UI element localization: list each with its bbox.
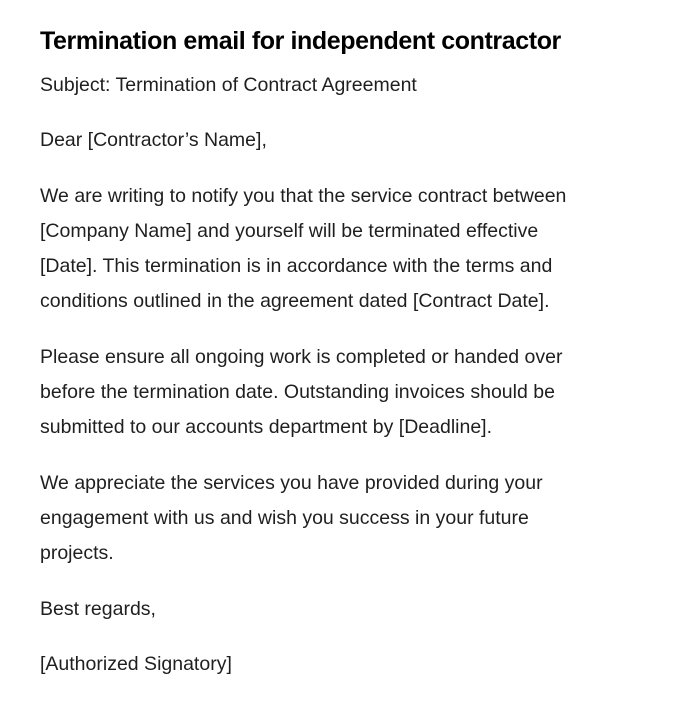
text-line: Subject: Termination of Contract Agreement xyxy=(40,74,417,96)
signature xyxy=(40,647,566,682)
text-line: Best regards, xyxy=(40,597,156,620)
paragraph-instructions xyxy=(40,340,566,446)
text-line: Dear [Contractor’s Name], xyxy=(40,129,267,152)
document xyxy=(40,24,566,702)
greeting xyxy=(40,123,566,158)
text-line: engagement with us and wish you success in your future xyxy=(40,506,529,529)
email-body xyxy=(40,68,566,682)
text-line: [Date]. This termination is in accordance with the terms and xyxy=(40,255,553,278)
document-title: Termination email for independent contractor xyxy=(40,27,561,55)
text-line: We are writing to notify you that the service contract between xyxy=(40,184,567,207)
text-line: [Authorized Signatory] xyxy=(40,652,232,675)
text-line: We appreciate the services you have provided during your xyxy=(40,471,543,494)
text-line: submitted to our accounts department by [Deadline]. xyxy=(40,416,493,439)
text-line: before the termination date. Outstanding invoices should be xyxy=(40,381,555,404)
text-line: Please ensure all ongoing work is completed or handed over xyxy=(40,345,563,368)
paragraph-termination-notice xyxy=(40,179,566,320)
text-line: conditions outlined in the agreement dated [Contract Date]. xyxy=(40,290,550,313)
text-line: projects. xyxy=(40,542,114,565)
text-line: [Company Name] and yourself will be terminated effective xyxy=(40,219,539,242)
closing xyxy=(40,592,566,627)
subject-line xyxy=(40,68,566,103)
paragraph-appreciation xyxy=(40,466,566,572)
